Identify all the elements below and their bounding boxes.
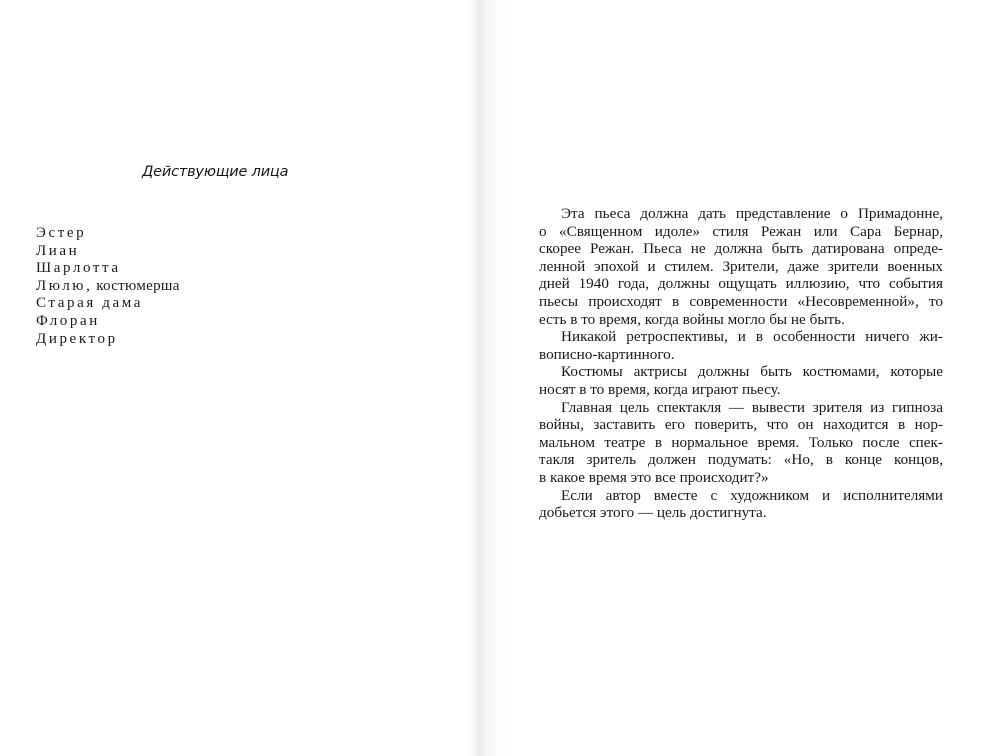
paragraph [539, 399, 943, 487]
text-line: носят в то время, когда играют пьесу. [539, 380, 781, 398]
character-name: Эстер [36, 225, 87, 241]
text-line: пьесы происходят в современности «Несовременной», то [539, 292, 943, 310]
text-line: в какое время это все происходит?» [539, 468, 769, 486]
book-gutter-shadow [468, 0, 478, 756]
text-line: есть в то время, когда войны могло бы не быть. [539, 310, 845, 328]
text-line: Никакой ретроспективы, и в особенности ничего жи- [561, 328, 943, 346]
text-line: скорее Режан. Пьеса не должна быть датирована опреде- [539, 240, 943, 258]
text-line: такля зритель должен подумать: «Но, в конце концов, [539, 451, 943, 469]
paragraph [539, 328, 943, 363]
paragraph [539, 363, 943, 398]
text-line: добьется этого — цель достигнута. [539, 504, 767, 522]
text-line: вописно-картинного. [539, 345, 675, 363]
character-entry [36, 295, 180, 313]
character-entry [36, 278, 180, 296]
text-line: дней 1940 года, должны ощущать иллюзию, что события [539, 275, 943, 293]
text-line: о «Священном идоле» стиля Режан или Сара Бернар, [539, 222, 943, 240]
character-name: Флоран [36, 312, 100, 329]
character-entry [36, 313, 180, 331]
character-name: Шарлотта [36, 260, 121, 277]
left-page [0, 0, 478, 756]
character-name: Старая дама [36, 295, 143, 312]
text-line: Главная цель спектакля — вывести зрителя из гипноза [561, 398, 943, 416]
character-entry [36, 225, 180, 243]
text-line: мальном театре в нормальное время. Только после спек- [539, 433, 943, 451]
paragraph [539, 487, 943, 522]
text-line: Эта пьеса должна дать представление о Примадонне, [561, 205, 943, 222]
paragraph [539, 205, 943, 328]
author-note [539, 205, 943, 522]
text-line: ленной эпохой и стилем. Зрители, даже зрители военных [539, 257, 943, 275]
character-note: костюмерша [96, 277, 180, 294]
text-line: Если автор вместе с художником и исполнителями [561, 486, 943, 504]
cast-list [36, 225, 180, 348]
character-name: Директор [36, 330, 118, 347]
character-entry [36, 243, 180, 261]
cast-heading: Действующие лица [142, 164, 289, 180]
character-entry [36, 260, 180, 278]
character-name: Люлю, [36, 277, 93, 294]
text-line: войны, заставить его поверить, что он находится в нор- [539, 416, 943, 434]
character-entry [36, 331, 180, 349]
character-name: Лиан [36, 242, 80, 259]
text-line: Костюмы актрисы должны быть костюмами, которые [561, 363, 943, 381]
